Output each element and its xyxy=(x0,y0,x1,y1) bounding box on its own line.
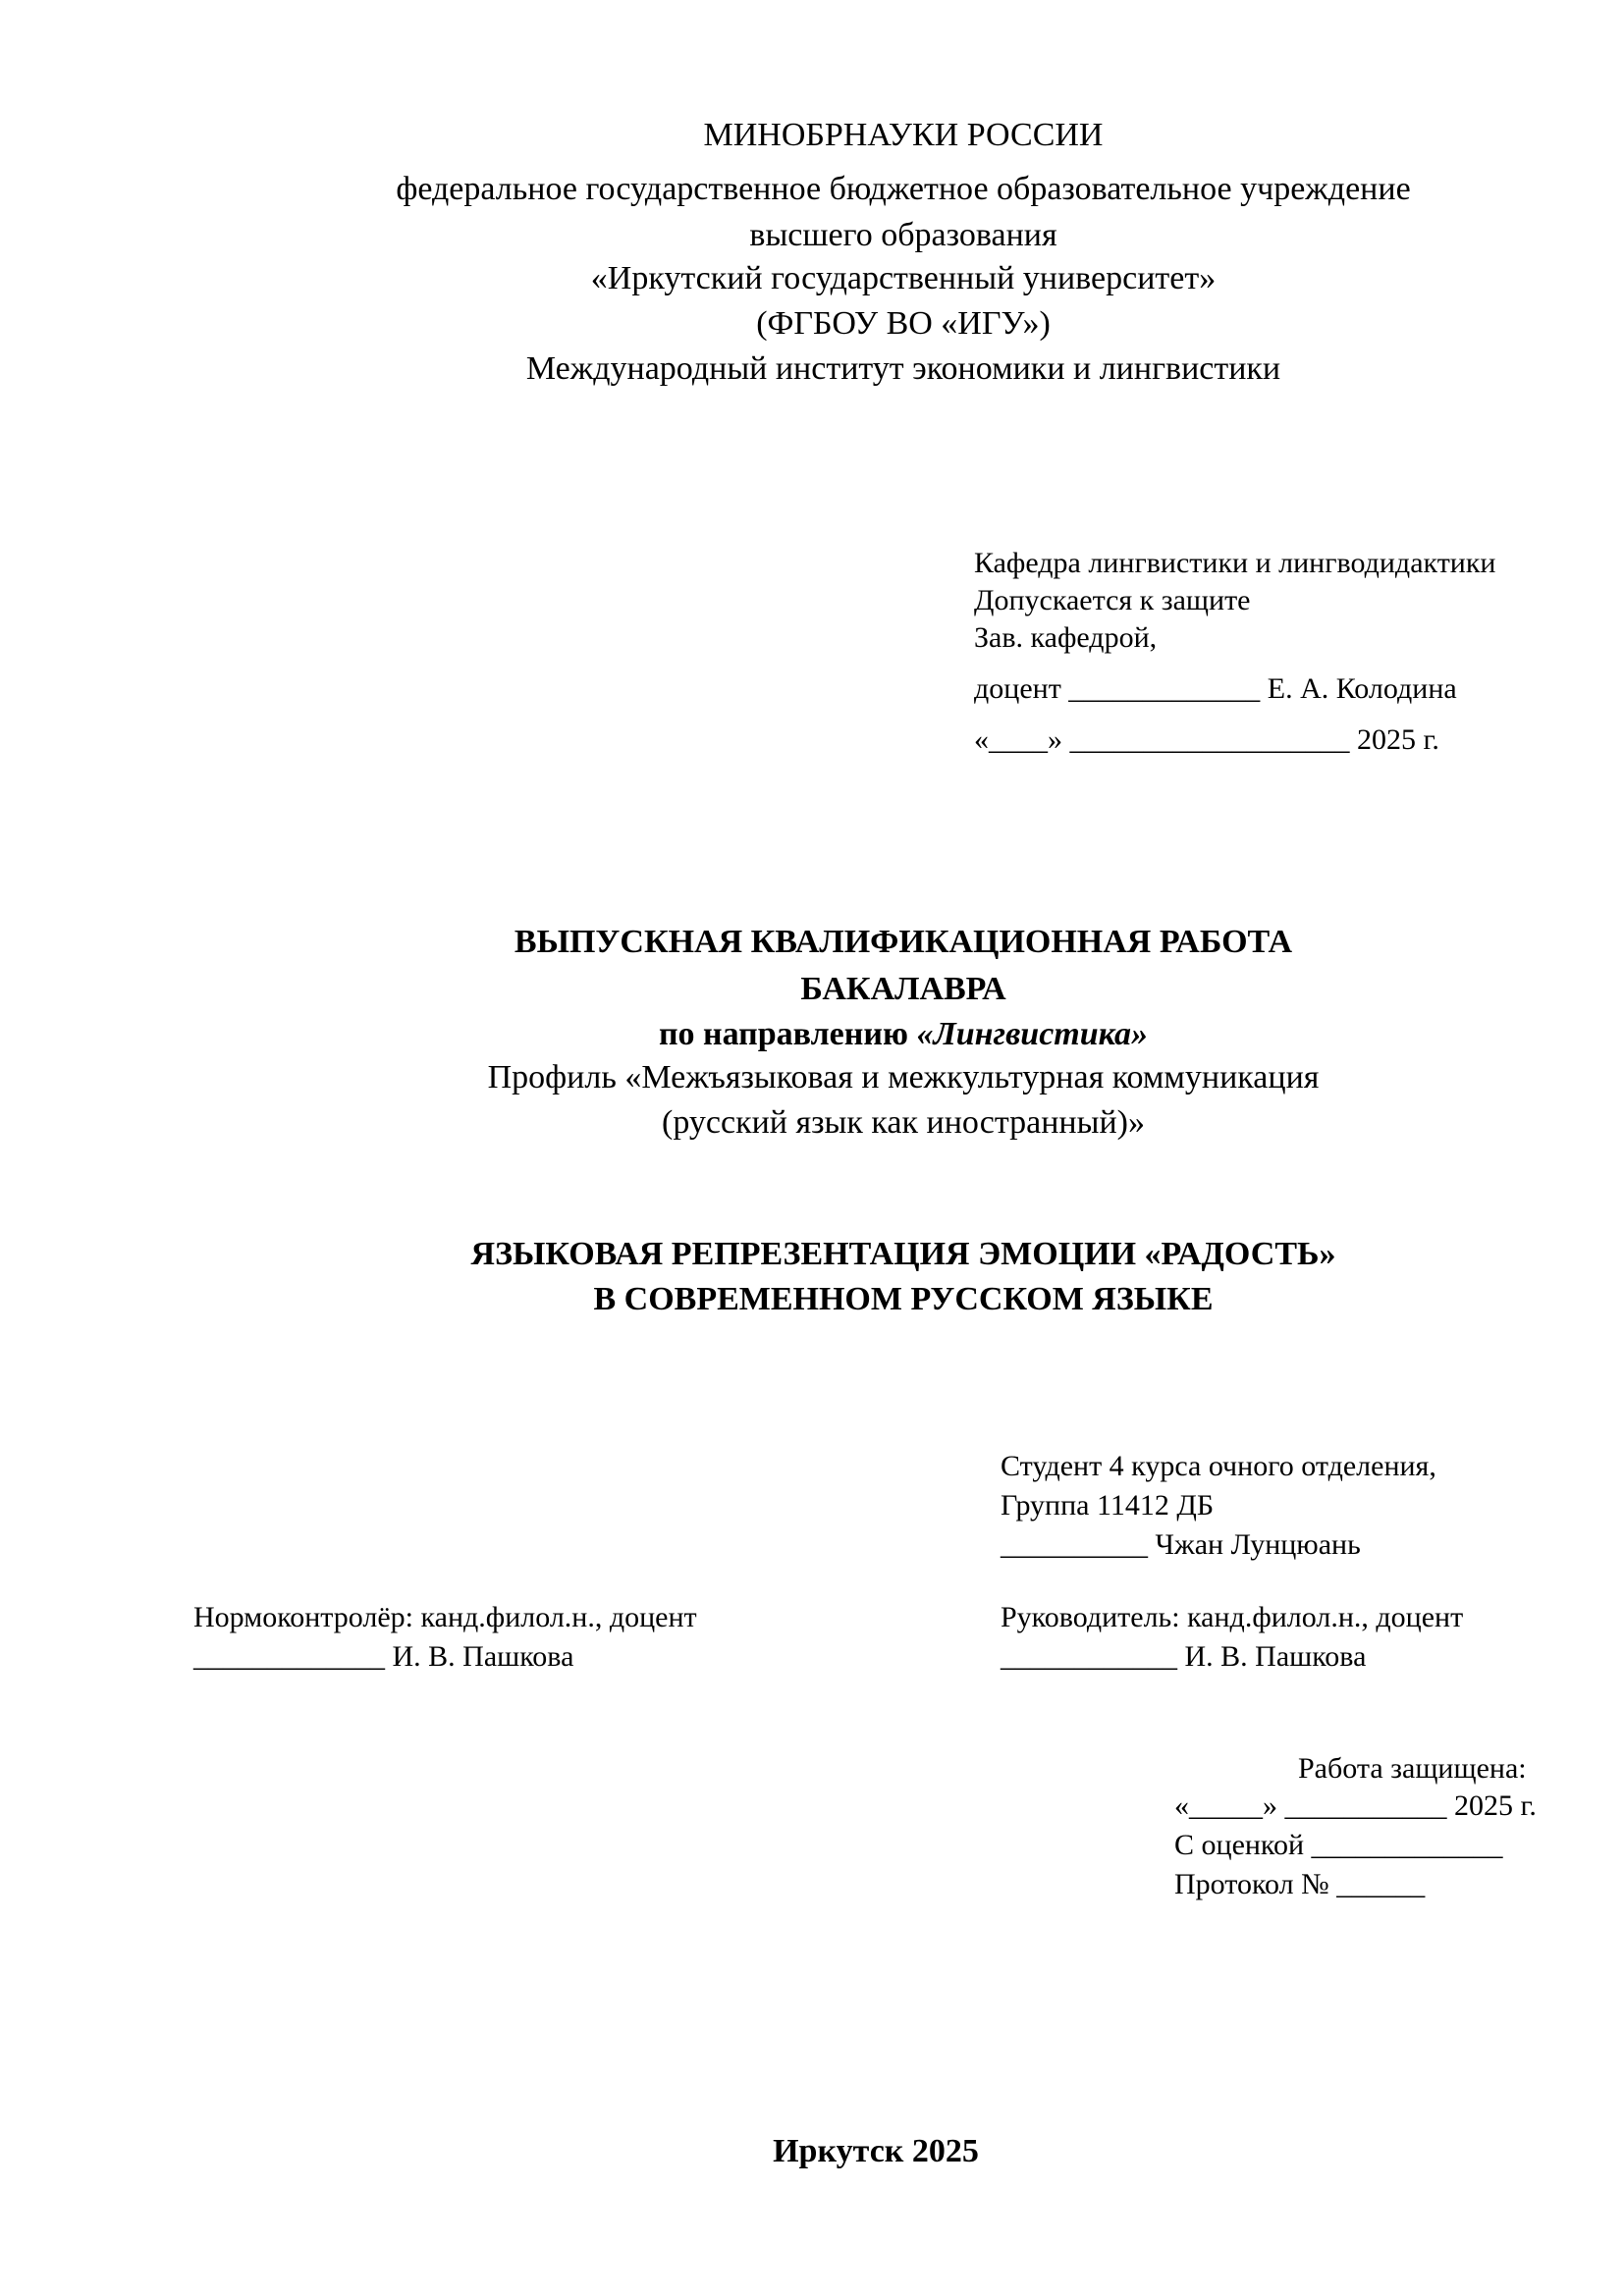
defense-status: Работа защищена: xyxy=(1298,1752,1527,1785)
ministry-name: МИНОБРНАУКИ РОССИИ xyxy=(703,117,1104,153)
defense-grade-line: С оценкой _____________ xyxy=(1174,1829,1503,1861)
work-type-line-2: БАКАЛАВРА xyxy=(800,971,1006,1007)
profile-line-1: Профиль «Межъязыковая и межкультурная коммуникация xyxy=(487,1059,1320,1095)
defense-date-line: «_____» ___________ 2025 г. xyxy=(1174,1789,1537,1822)
direction-name: «Лингвистика» xyxy=(916,1016,1149,1052)
norm-controller-title: Нормоконтролёр: канд.филол.н., доцент xyxy=(193,1601,697,1633)
direction-prefix: по направлению xyxy=(658,1016,917,1052)
student-group: Группа 11412 ДБ xyxy=(1001,1489,1215,1522)
city-year: Иркутск 2025 xyxy=(773,2133,979,2169)
student-course: Студент 4 курса очного отделения, xyxy=(1001,1450,1436,1482)
thesis-title-line-2: В СОВРЕМЕННОМ РУССКОМ ЯЗЫКЕ xyxy=(593,1281,1214,1317)
work-type-line-1: ВЫПУСКНАЯ КВАЛИФИКАЦИОННАЯ РАБОТА xyxy=(514,924,1293,960)
head-title: Зав. кафедрой, xyxy=(974,621,1158,654)
profile-line-2: (русский язык как иностранный)» xyxy=(662,1104,1145,1141)
norm-controller-signature: _____________ И. В. Пашкова xyxy=(193,1640,574,1673)
institution-line-1: федеральное государственное бюджетное образовательное учреждение xyxy=(396,171,1411,207)
department-name: Кафедра лингвистики и лингводидактики xyxy=(974,547,1496,579)
defense-protocol-line: Протокол № ______ xyxy=(1174,1868,1426,1900)
admitted-label: Допускается к защите xyxy=(974,584,1251,616)
institution-line-2: высшего образования xyxy=(749,217,1057,253)
supervisor-signature: ____________ И. В. Пашкова xyxy=(1001,1640,1367,1673)
university-name: «Иркутский государственный университет» xyxy=(590,260,1217,296)
head-signature-line: доцент _____________ Е. А. Колодина xyxy=(974,672,1457,705)
institute-name: Международный институт экономики и лингвистики xyxy=(525,350,1281,387)
approval-date-line: «____» ___________________ 2025 г. xyxy=(974,723,1439,756)
student-signature-line: __________ Чжан Лунцюань xyxy=(1001,1528,1361,1561)
direction-line xyxy=(0,1015,1624,1054)
supervisor-title: Руководитель: канд.филол.н., доцент xyxy=(1001,1601,1464,1633)
thesis-title-line-1: ЯЗЫКОВАЯ РЕПРЕЗЕНТАЦИЯ ЭМОЦИИ «РАДОСТЬ» xyxy=(470,1236,1336,1272)
university-abbreviation: (ФГБОУ ВО «ИГУ») xyxy=(756,305,1051,342)
